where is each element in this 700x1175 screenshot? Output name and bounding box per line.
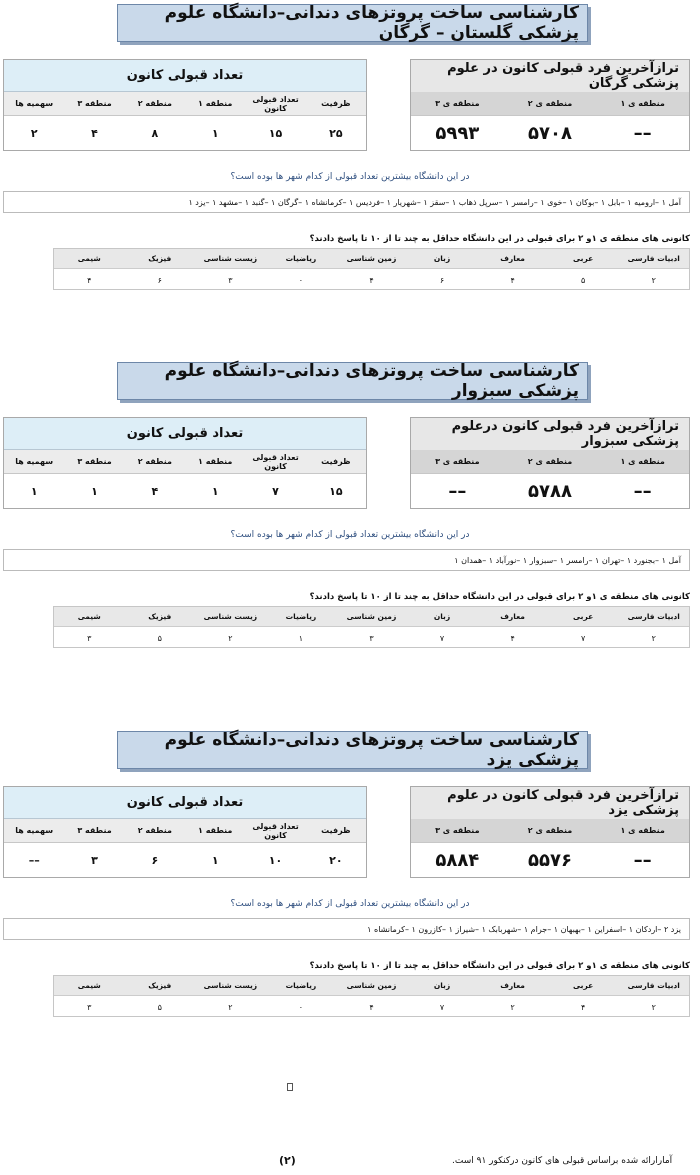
subject-score: ۳ [87, 1002, 92, 1012]
subject-score: ۴ [510, 275, 515, 285]
cell-value: –– [633, 849, 652, 871]
column-header: منطقه ۳ [77, 826, 112, 835]
column-header: ظرفیت [321, 826, 351, 835]
column-header: منطقه ۲ [137, 99, 172, 108]
acceptance-columns [4, 92, 366, 116]
cities-list [3, 191, 690, 213]
cell-value: ۵۸۸۴ [435, 849, 480, 871]
subjects-table [53, 606, 690, 648]
subject-name: ریاضیات [285, 981, 317, 990]
subject-score: ۰ [298, 275, 304, 285]
subject-name: زبان [433, 612, 451, 621]
column-header: منطقه ی ۳ [435, 826, 480, 835]
page-number: (۲) [279, 1154, 296, 1167]
acceptance-values [4, 474, 366, 508]
subject-score: ۵ [157, 1002, 162, 1012]
cell-value: ۸ [151, 126, 159, 140]
last-rank-table [410, 417, 690, 509]
last-rank-table [410, 59, 690, 151]
subject-score: ۵ [581, 275, 586, 285]
column-header: تعداد قبولی کانون [252, 821, 299, 840]
subject-name: فیزیک [148, 254, 172, 263]
cell-value: ۱ [91, 484, 98, 498]
subject-score: ۱ [298, 633, 304, 643]
subjects-table [53, 248, 690, 290]
cell-value: –– [28, 853, 40, 867]
subjects-table [53, 975, 690, 1017]
subjects-scores [54, 269, 689, 291]
last-rank-heading: ترازآخرین فرد قبولی کانون در علوم پزشکی یزد [411, 787, 689, 819]
section-title: کارشناسی ساخت پروتزهای دندانی–دانشگاه علوم پزشکی گلستان – گرگان [117, 4, 588, 42]
subjects-question: کانونی های منطقه ی ۱و ۲ برای قبولی در این دانشگاه حداقل به چند تا از ۱۰ تا پاسخ دادند؟ [309, 961, 690, 971]
column-header: منطقه ی ۲ [527, 99, 573, 108]
column-header: ظرفیت [321, 457, 351, 466]
subject-score: ۵ [157, 633, 162, 643]
cities-text: آمل ۱ –بجنورد ۱ –تهران ۱ –رامسر ۱ –سبزوار ۱ –نورآباد ۱ –همدان ۱ [454, 555, 681, 565]
column-header: منطقه ۳ [77, 457, 112, 466]
subject-name: فیزیک [148, 612, 172, 621]
acceptance-heading: تعداد قبولی کانون [4, 418, 366, 450]
subjects-question: کانونی های منطقه ی ۱و ۲ برای قبولی در این دانشگاه حداقل به چند تا از ۱۰ تا پاسخ دادند؟ [309, 234, 690, 244]
column-header: منطقه ۱ [198, 826, 233, 835]
cities-question: در این دانشگاه بیشترین تعداد قبولی از کدام شهر ها بوده است؟ [230, 530, 470, 540]
subject-score: ۴ [510, 633, 515, 643]
column-header: منطقه ۳ [77, 99, 112, 108]
cell-value: ۱ [211, 853, 219, 867]
cell-value: ۵۷۸۸ [528, 480, 572, 502]
subject-name: زیست شناسی [203, 612, 258, 621]
acceptance-heading: تعداد قبولی کانون [4, 787, 366, 819]
cell-value: –– [633, 480, 652, 502]
column-header: منطقه ی ۲ [527, 457, 573, 466]
small-box-icon [287, 1083, 293, 1091]
acceptance-table [3, 786, 367, 878]
subject-name: زمین شناسی [346, 612, 397, 621]
column-header: منطقه ۱ [198, 99, 233, 108]
cities-question: در این دانشگاه بیشترین تعداد قبولی از کدام شهر ها بوده است؟ [230, 899, 470, 909]
cell-value: ۲ [30, 126, 38, 140]
column-header: تعداد قبولی کانون [252, 94, 299, 113]
last-rank-heading: ترازآخرین فرد قبولی کانون در علوم پزشکی گرگان [411, 60, 689, 92]
subject-name: زبان [433, 254, 451, 263]
subject-score: ۳ [369, 633, 374, 643]
subject-score: ۲ [651, 275, 656, 285]
cell-value: ۱۰ [268, 853, 283, 867]
column-header: منطقه ی ۱ [620, 826, 665, 835]
subject-name: ادبیات فارسی [627, 254, 680, 263]
cities-list [3, 918, 690, 940]
cell-value: ۲۵ [329, 126, 343, 140]
last-rank-table [410, 786, 690, 878]
last-rank-columns [411, 450, 689, 474]
subject-name: زیست شناسی [203, 981, 258, 990]
subject-name: فیزیک [148, 981, 172, 990]
university-section [0, 362, 700, 682]
subject-score: ۷ [581, 633, 586, 643]
column-header: تعداد قبولی کانون [252, 452, 299, 471]
subject-score: ۴ [87, 275, 92, 285]
subject-score: ۲ [651, 1002, 656, 1012]
cell-value: –– [633, 122, 652, 144]
column-header: منطقه ی ۲ [527, 826, 573, 835]
acceptance-columns [4, 450, 366, 474]
cities-text: یزد ۲ –اردکان ۱ –اسفراین ۱ –بهبهان ۱ –جرام ۱ –شهربابک ۱ –شیراز ۱ –کازرون ۱ –کرمانشاه ۱ [367, 924, 681, 934]
acceptance-table [3, 59, 367, 151]
last-rank-columns [411, 819, 689, 843]
subject-score: ۶ [157, 275, 162, 285]
subject-name: معارف [500, 612, 525, 621]
section-title: کارشناسی ساخت پروتزهای دندانی–دانشگاه علوم پزشکی سبزوار [117, 362, 588, 400]
column-header: منطقه ۲ [137, 826, 172, 835]
subjects-header [54, 249, 689, 269]
acceptance-table [3, 417, 367, 509]
cell-value: ۱ [30, 484, 38, 498]
subject-score: ۲ [228, 633, 233, 643]
subject-name: ریاضیات [285, 254, 317, 263]
last-rank-heading: ترازآخرین فرد قبولی کانون درعلوم پزشکی سبزوار [411, 418, 689, 450]
cell-value: ۱۵ [268, 126, 283, 140]
cities-question: در این دانشگاه بیشترین تعداد قبولی از کدام شهر ها بوده است؟ [230, 172, 470, 182]
subject-score: ۴ [369, 275, 374, 285]
cities-text: آمل ۱ –ارومیه ۱ –بابل ۱ –بوکان ۱ –خوی ۱ –رامسر ۱ –سرپل ذهاب ۱ –سقز ۱ –شهریار ۱ –فردیس ۱ –کرمانشاه ۱ –گرگان ۱ –گنبد ۱ –مشهد ۱ –یزد ۱ [188, 197, 681, 207]
subject-name: زمین شناسی [346, 254, 397, 263]
column-header: منطقه ی ۳ [435, 457, 480, 466]
subject-name: شیمی [77, 981, 101, 990]
subject-name: عربی [573, 981, 594, 990]
cities-list [3, 549, 690, 571]
column-header: منطقه ی ۱ [620, 457, 665, 466]
subjects-header [54, 607, 689, 627]
subjects-scores [54, 627, 689, 649]
cell-value: ۴ [91, 126, 98, 140]
subject-name: ادبیات فارسی [627, 612, 680, 621]
section-title: کارشناسی ساخت پروتزهای دندانی–دانشگاه علوم پزشکی یزد [117, 731, 588, 769]
subject-score: ۰ [298, 1002, 304, 1012]
subject-score: ۲ [228, 1002, 233, 1012]
subject-score: ۳ [228, 275, 233, 285]
cell-value: ۵۹۹۳ [435, 122, 480, 144]
subject-name: شیمی [77, 254, 101, 263]
subject-score: ۲ [651, 633, 656, 643]
subject-score: ۷ [439, 633, 445, 643]
subject-name: ادبیات فارسی [627, 981, 680, 990]
column-header: منطقه ۲ [137, 457, 172, 466]
subject-score: ۴ [369, 1002, 374, 1012]
subject-name: عربی [573, 254, 594, 263]
subject-score: ۲ [510, 1002, 515, 1012]
subject-name: معارف [500, 981, 525, 990]
subject-score: ۳ [87, 633, 92, 643]
cell-value: ۳ [91, 853, 98, 867]
last-rank-columns [411, 92, 689, 116]
column-header: سهمیه ها [15, 99, 54, 108]
last-rank-values [411, 116, 689, 150]
acceptance-columns [4, 819, 366, 843]
footer-note: آمارارائه شده براساس قبولی های کانون درکنکور ۹۱ است. [452, 1156, 673, 1166]
last-rank-values [411, 843, 689, 877]
subject-name: زیست شناسی [203, 254, 258, 263]
acceptance-values [4, 116, 366, 150]
university-section [0, 731, 700, 1051]
last-rank-values [411, 474, 689, 508]
subject-score: ۴ [581, 1002, 586, 1012]
column-header: منطقه ی ۱ [620, 99, 665, 108]
subjects-header [54, 976, 689, 996]
cell-value: ۴ [151, 484, 159, 498]
university-section [0, 4, 700, 324]
subjects-question: کانونی های منطقه ی ۱و ۲ برای قبولی در این دانشگاه حداقل به چند تا از ۱۰ تا پاسخ دادند؟ [309, 592, 690, 602]
column-header: منطقه ی ۳ [435, 99, 480, 108]
subject-name: زمین شناسی [346, 981, 397, 990]
column-header: سهمیه ها [15, 457, 54, 466]
column-header: سهمیه ها [15, 826, 54, 835]
subject-name: شیمی [77, 612, 101, 621]
cell-value: ۲۰ [329, 853, 343, 867]
cell-value: ۷ [272, 484, 279, 498]
column-header: منطقه ۱ [198, 457, 233, 466]
subject-name: معارف [500, 254, 525, 263]
subject-score: ۷ [439, 1002, 445, 1012]
cell-value: ۱ [211, 484, 219, 498]
subject-name: عربی [573, 612, 594, 621]
acceptance-values [4, 843, 366, 877]
acceptance-heading: تعداد قبولی کانون [4, 60, 366, 92]
subject-name: زبان [433, 981, 451, 990]
cell-value: ۶ [151, 853, 159, 867]
cell-value: ۱ [211, 126, 219, 140]
subject-name: ریاضیات [285, 612, 317, 621]
subject-score: ۶ [439, 275, 445, 285]
column-header: ظرفیت [321, 99, 351, 108]
cell-value: ۱۵ [329, 484, 343, 498]
cell-value: ۵۵۷۶ [528, 849, 572, 871]
cell-value: ۵۷۰۸ [528, 122, 572, 144]
cell-value: –– [448, 480, 467, 502]
subjects-scores [54, 996, 689, 1018]
